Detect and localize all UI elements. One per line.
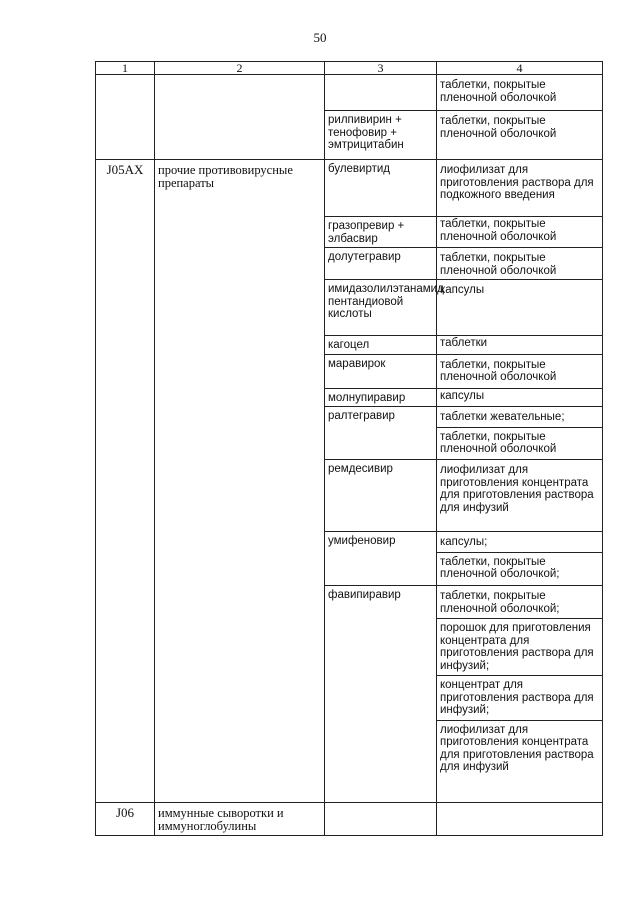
dosage-form-cell: таблетки, покрытые пленочной оболочкой (437, 248, 603, 280)
dosage-form-cell (437, 803, 603, 836)
dosage-form-cell: капсулы (437, 388, 603, 407)
drug-name-cell: ремдесивир (325, 460, 437, 532)
dosage-form-cell: таблетки (437, 336, 603, 355)
drug-name-cell: ралтегравир (325, 407, 437, 460)
drug-name-cell: рилпивирин + тенофовир + эмтрицитабин (325, 111, 437, 160)
dosage-form-cell: таблетки, покрытые пленочной оболочкой; порошок для приготовления концентрата для приготовления раствора для инфузий; концентрат для приготовления раствора для инфузий; лиофилизат для приготовления концентрата для приготовления раствора для инфузий (437, 586, 603, 803)
drug-name-cell: долутегравир (325, 248, 437, 280)
drug-name-cell: маравирок (325, 354, 437, 388)
page-number: 50 (313, 30, 327, 45)
dosage-form-cell: таблетки, покрытые пленочной оболочкой (437, 75, 603, 111)
drug-name-cell (325, 75, 437, 111)
column-header-3: 3 (325, 62, 437, 75)
table-row (96, 160, 603, 217)
column-header-2: 2 (155, 62, 325, 75)
drug-table (95, 61, 603, 836)
dosage-form-cell: таблетки, покрытые пленочной оболочкой (437, 111, 603, 160)
dosage-form-cell: лиофилизат для приготовления раствора для подкожного введения (437, 160, 603, 217)
atc-code-cell: J05AX (96, 160, 155, 803)
dosage-form-cell: капсулы; таблетки, покрытые пленочной оболочкой; (437, 532, 603, 586)
table-row (96, 803, 603, 836)
group-name-cell (155, 75, 325, 160)
dosage-form-cell: таблетки, покрытые пленочной оболочкой (437, 217, 603, 248)
drug-name-cell: молнупиравир (325, 388, 437, 407)
drug-name-cell: булевиртид (325, 160, 437, 217)
drug-name-cell: имидазолилэтанамид пентандиовой кислоты (325, 280, 437, 336)
drug-name-cell: фавипиравир (325, 586, 437, 803)
dosage-form-cell: капсулы (437, 280, 603, 336)
column-header-4: 4 (437, 62, 603, 75)
dosage-form-cell: таблетки, покрытые пленочной оболочкой (437, 354, 603, 388)
code-cell (96, 75, 155, 160)
table-header-row (96, 62, 603, 75)
drug-name-cell: гразопревир + элбасвир (325, 217, 437, 248)
column-header-1: 1 (96, 62, 155, 75)
drug-name-cell: кагоцел (325, 336, 437, 355)
drug-name-cell (325, 803, 437, 836)
group-name-cell: иммунные сыворотки и иммуноглобулины (155, 803, 325, 836)
atc-code-cell: J06 (96, 803, 155, 836)
table-row (96, 75, 603, 111)
group-name-cell: прочие противовирусные препараты (155, 160, 325, 803)
drug-name-cell: умифеновир (325, 532, 437, 586)
dosage-form-cell: таблетки жевательные; таблетки, покрытые пленочной оболочкой (437, 407, 603, 460)
dosage-form-cell: лиофилизат для приготовления концентрата для приготовления раствора для инфузий (437, 460, 603, 532)
